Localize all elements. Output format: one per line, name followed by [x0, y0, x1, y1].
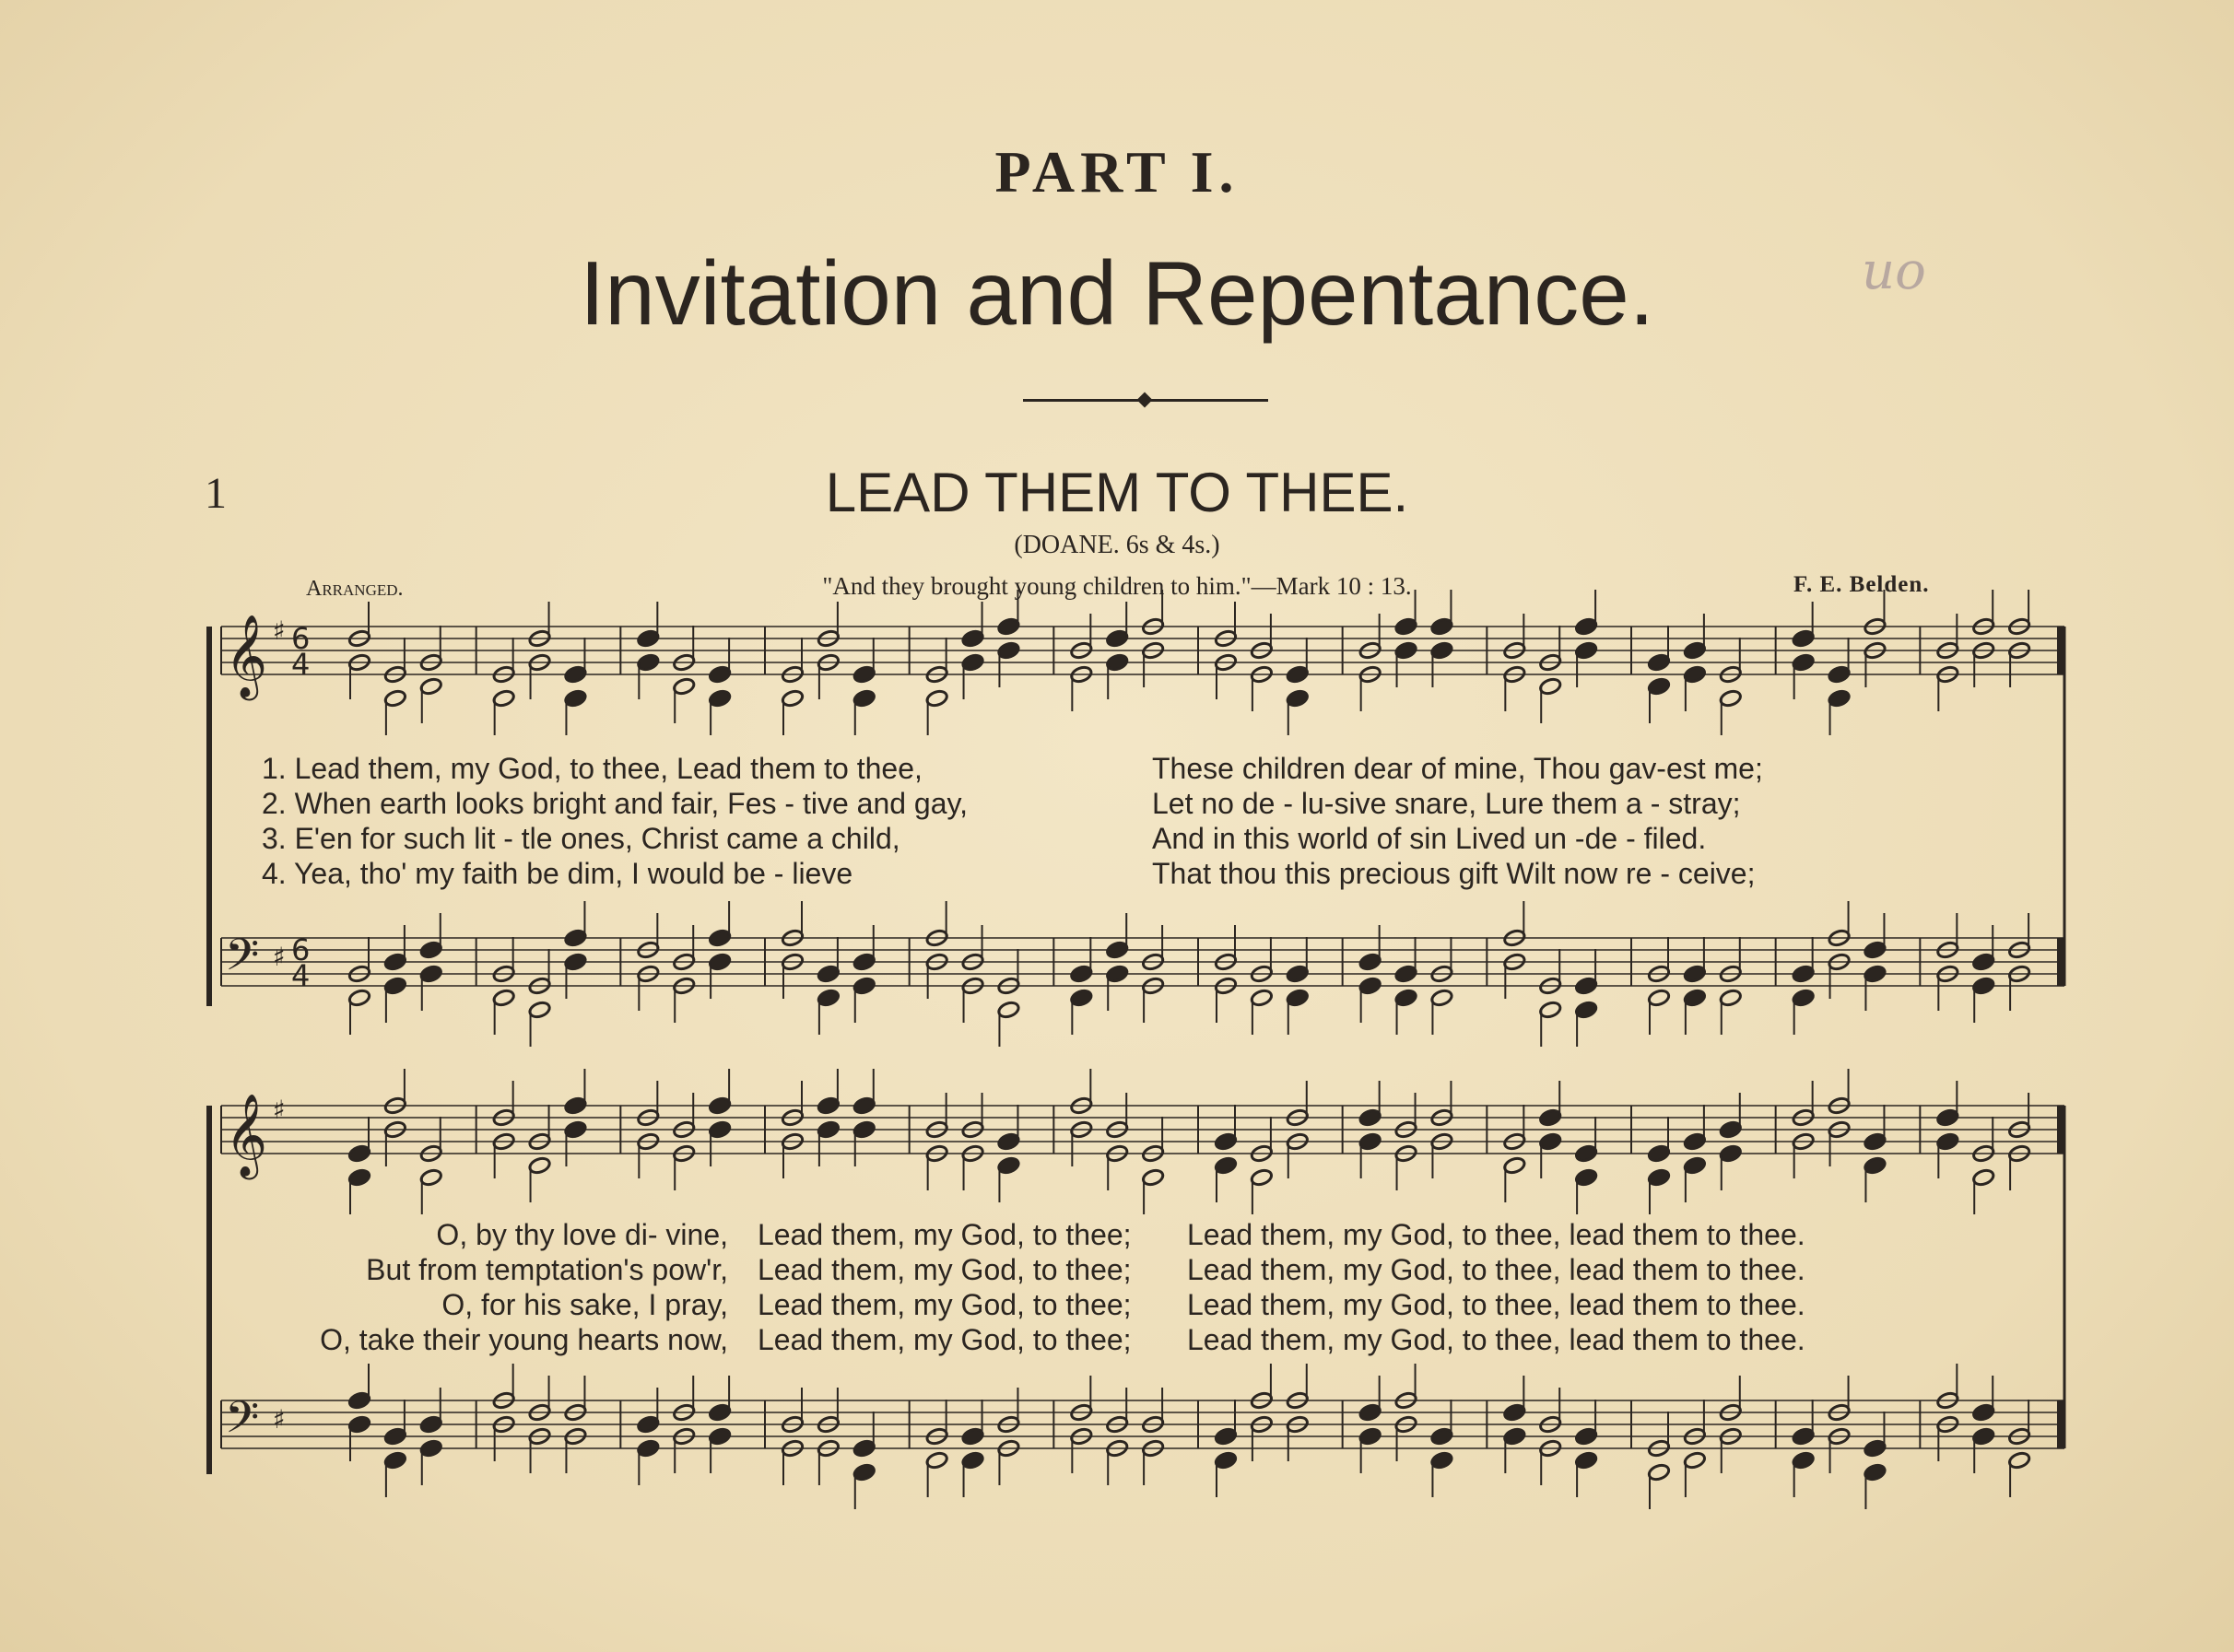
note-head — [528, 1156, 551, 1176]
note-head — [1719, 689, 1742, 709]
note-head — [708, 665, 731, 685]
note-head — [347, 989, 370, 1008]
note-head — [1141, 1168, 1164, 1188]
note-head — [1864, 941, 1887, 960]
lyric-line: Lead them, my God, to thee; — [758, 1288, 1132, 1321]
sharp-icon: ♯ — [273, 615, 286, 646]
note-head — [1394, 989, 1417, 1008]
note-head — [564, 1120, 587, 1140]
sharp-icon: ♯ — [273, 1095, 286, 1125]
note-head — [1828, 665, 1851, 685]
note-head — [708, 929, 731, 948]
note-head — [419, 1168, 442, 1188]
treble-clef-icon: 𝄞 — [225, 615, 268, 697]
note-head — [1430, 617, 1453, 637]
note-head — [1250, 1168, 1273, 1188]
note-head — [1503, 1427, 1526, 1447]
note-head — [852, 953, 876, 972]
note-head — [781, 689, 804, 709]
note-head — [1070, 965, 1093, 984]
note-head — [1971, 953, 1994, 972]
time-signature-top: 6 — [291, 621, 311, 656]
note-head — [852, 689, 876, 709]
note-head — [1358, 1403, 1382, 1423]
note-head — [1683, 965, 1706, 984]
lyric-line: That thou this precious gift Wilt now re - ceive; — [1152, 857, 1756, 890]
note-head — [1105, 941, 1128, 960]
note-head — [997, 1156, 1020, 1176]
note-head — [637, 1439, 660, 1459]
note-head — [1792, 1427, 1815, 1447]
note-head — [419, 1415, 442, 1435]
lyric-line: But from temptation's pow'r, — [366, 1253, 728, 1286]
note-head — [1683, 665, 1706, 685]
note-head — [564, 1096, 587, 1116]
note-head — [1647, 653, 1670, 673]
note-head — [1358, 977, 1382, 996]
note-head — [1971, 1427, 1994, 1447]
note-head — [1105, 629, 1128, 649]
note-head — [1647, 1168, 1670, 1188]
system-bracket — [206, 627, 212, 1006]
sharp-icon: ♯ — [273, 942, 286, 972]
note-head — [852, 977, 876, 996]
note-head — [852, 1463, 876, 1482]
note-head — [925, 1451, 948, 1470]
lyric-line: Lead them, my God, to thee; — [758, 1218, 1132, 1251]
note-head — [961, 1427, 984, 1447]
note-head — [1358, 1108, 1382, 1128]
note-head — [1105, 965, 1128, 984]
lyric-line: Lead them, my God, to thee, lead them to thee. — [1187, 1218, 1805, 1251]
note-head — [708, 1096, 731, 1116]
note-head — [1574, 1451, 1597, 1470]
note-head — [1864, 1439, 1887, 1459]
note-head — [1358, 953, 1382, 972]
lyric-line: 3. E'en for such lit - tle ones, Christ came a child, — [262, 822, 900, 855]
note-head — [1683, 641, 1706, 661]
note-head — [564, 665, 587, 685]
note-head — [1214, 1451, 1237, 1470]
bass-clef-icon: 𝄢 — [225, 1391, 260, 1454]
note-head — [961, 629, 984, 649]
lyric-line: Lead them, my God, to thee, lead them to thee. — [1187, 1323, 1805, 1356]
note-head — [1286, 689, 1309, 709]
note-head — [708, 953, 731, 972]
note-head — [1936, 1108, 1959, 1128]
part-heading: PART I. — [994, 139, 1240, 205]
note-head — [1574, 1168, 1597, 1188]
hymn-title: LEAD THEM TO THEE. — [825, 462, 1409, 523]
time-signature-top: 6 — [291, 932, 311, 967]
note-head — [925, 689, 948, 709]
note-head — [419, 965, 442, 984]
note-head — [347, 1415, 370, 1435]
note-head — [1683, 1156, 1706, 1176]
note-head — [997, 617, 1020, 637]
note-head — [1574, 617, 1597, 637]
lyrics-block-bottom-left — [276, 1218, 728, 1358]
note-head — [1538, 1132, 1561, 1152]
note-head — [1864, 1132, 1887, 1152]
note-head — [1719, 1144, 1742, 1164]
lyrics-block-bottom-middle — [758, 1218, 1132, 1358]
note-head — [1683, 1451, 1706, 1470]
note-head — [383, 689, 406, 709]
note-head — [852, 1120, 876, 1140]
note-head — [817, 989, 840, 1008]
note-head — [1358, 1427, 1382, 1447]
note-head — [1358, 1132, 1382, 1152]
note-head — [1538, 1108, 1561, 1128]
note-head — [1792, 989, 1815, 1008]
note-head — [637, 629, 660, 649]
time-signature-bottom: 4 — [291, 647, 311, 682]
lyric-line: 4. Yea, tho' my faith be dim, I would be - lieve — [262, 857, 853, 890]
note-head — [1214, 1132, 1237, 1152]
note-head — [1936, 1132, 1959, 1152]
note-head — [961, 1451, 984, 1470]
note-head — [852, 1096, 876, 1116]
note-head — [1792, 653, 1815, 673]
note-head — [564, 689, 587, 709]
note-head — [708, 1403, 731, 1423]
note-head — [528, 1001, 551, 1020]
note-head — [817, 965, 840, 984]
tune-name: (DOANE. 6s & 4s.) — [1014, 531, 1220, 559]
note-head — [1792, 629, 1815, 649]
note-head — [1574, 1144, 1597, 1164]
section-title: Invitation and Repentance. — [580, 242, 1654, 344]
note-head — [1394, 965, 1417, 984]
note-head — [817, 1120, 840, 1140]
scripture-reference: "And they brought young children to him."—Mark 10 : 13. — [822, 572, 1412, 600]
sharp-icon: ♯ — [273, 1404, 286, 1435]
note-head — [1864, 965, 1887, 984]
note-head — [1647, 677, 1670, 697]
note-head — [347, 1168, 370, 1188]
lyric-line: Let no de - lu-sive snare, Lure them a - stray; — [1152, 787, 1741, 820]
note-head — [997, 641, 1020, 661]
lyric-line: Lead them, my God, to thee, lead them to thee. — [1187, 1288, 1805, 1321]
note-head — [1430, 1451, 1453, 1470]
note-head — [708, 689, 731, 709]
note-head — [1394, 617, 1417, 637]
bass-clef-icon: 𝄢 — [225, 929, 260, 991]
note-head — [347, 1144, 370, 1164]
note-head — [347, 1391, 370, 1411]
note-head — [1538, 1001, 1561, 1020]
lyric-line: These children dear of mine, Thou gav-est me; — [1152, 752, 1763, 785]
note-head — [492, 689, 515, 709]
note-head — [961, 653, 984, 673]
note-head — [383, 977, 406, 996]
note-head — [419, 1439, 442, 1459]
note-head — [1971, 977, 1994, 996]
note-head — [492, 989, 515, 1008]
lyric-line: O, for his sake, I pray, — [441, 1288, 728, 1321]
note-head — [637, 1415, 660, 1435]
note-head — [1214, 1156, 1237, 1176]
note-head — [1214, 1427, 1237, 1447]
note-head — [1503, 1403, 1526, 1423]
note-head — [564, 953, 587, 972]
note-head — [1971, 1403, 1994, 1423]
arranger-credit: Arranged. — [306, 577, 404, 601]
lyric-line: Lead them, my God, to thee; — [758, 1253, 1132, 1286]
note-head — [1574, 977, 1597, 996]
note-head — [1574, 641, 1597, 661]
note-head — [1286, 989, 1309, 1008]
lyric-line: Lead them, my God, to thee, lead them to thee. — [1187, 1253, 1805, 1286]
composer-credit: F. E. Belden. — [1793, 572, 1930, 597]
note-head — [1864, 1463, 1887, 1482]
note-head — [1503, 1156, 1526, 1176]
note-head — [383, 953, 406, 972]
lyric-line: 2. When earth looks bright and fair, Fes - tive and gay, — [262, 787, 969, 820]
note-head — [637, 653, 660, 673]
note-head — [1719, 1120, 1742, 1140]
note-head — [1792, 965, 1815, 984]
note-head — [1105, 653, 1128, 673]
note-head — [1647, 989, 1670, 1008]
note-head — [817, 1096, 840, 1116]
note-head — [1647, 1144, 1670, 1164]
note-head — [1683, 989, 1706, 1008]
note-head — [1574, 1427, 1597, 1447]
note-head — [852, 665, 876, 685]
note-head — [997, 1132, 1020, 1152]
note-head — [1286, 965, 1309, 984]
note-head — [1538, 677, 1561, 697]
note-head — [1647, 1463, 1670, 1482]
note-head — [1250, 989, 1273, 1008]
note-head — [1574, 1001, 1597, 1020]
treble-clef-icon: 𝄞 — [225, 1094, 268, 1177]
note-head — [708, 1427, 731, 1447]
note-head — [708, 1120, 731, 1140]
lyric-line: O, take their young hearts now, — [320, 1323, 728, 1356]
note-head — [1430, 989, 1453, 1008]
time-signature-bottom: 4 — [291, 958, 311, 993]
note-head — [672, 677, 695, 697]
note-head — [1971, 1168, 1994, 1188]
lyric-line: 1. Lead them, my God, to thee, Lead them to thee, — [262, 752, 923, 785]
note-head — [1430, 641, 1453, 661]
note-head — [383, 1427, 406, 1447]
note-head — [564, 929, 587, 948]
note-head — [1430, 1427, 1453, 1447]
note-head — [419, 677, 442, 697]
note-head — [1683, 1132, 1706, 1152]
note-head — [1828, 689, 1851, 709]
system-bracket — [206, 1106, 212, 1474]
note-head — [419, 941, 442, 960]
note-head — [1719, 989, 1742, 1008]
note-head — [1394, 641, 1417, 661]
note-head — [1792, 1451, 1815, 1470]
note-head — [1286, 665, 1309, 685]
pencil-mark: uo — [1862, 241, 1926, 301]
lyric-line: And in this world of sin Lived un -de - filed. — [1152, 822, 1707, 855]
note-head — [2007, 1451, 2030, 1470]
note-head — [852, 1439, 876, 1459]
note-head — [1864, 1156, 1887, 1176]
note-head — [1070, 989, 1093, 1008]
hymn-number: 1 — [205, 469, 227, 518]
lyric-line: O, by thy love di- vine, — [436, 1218, 728, 1251]
note-head — [383, 1451, 406, 1470]
lyric-line: Lead them, my God, to thee; — [758, 1323, 1132, 1356]
note-head — [997, 1001, 1020, 1020]
lyrics-block-bottom-right — [1187, 1218, 1805, 1358]
